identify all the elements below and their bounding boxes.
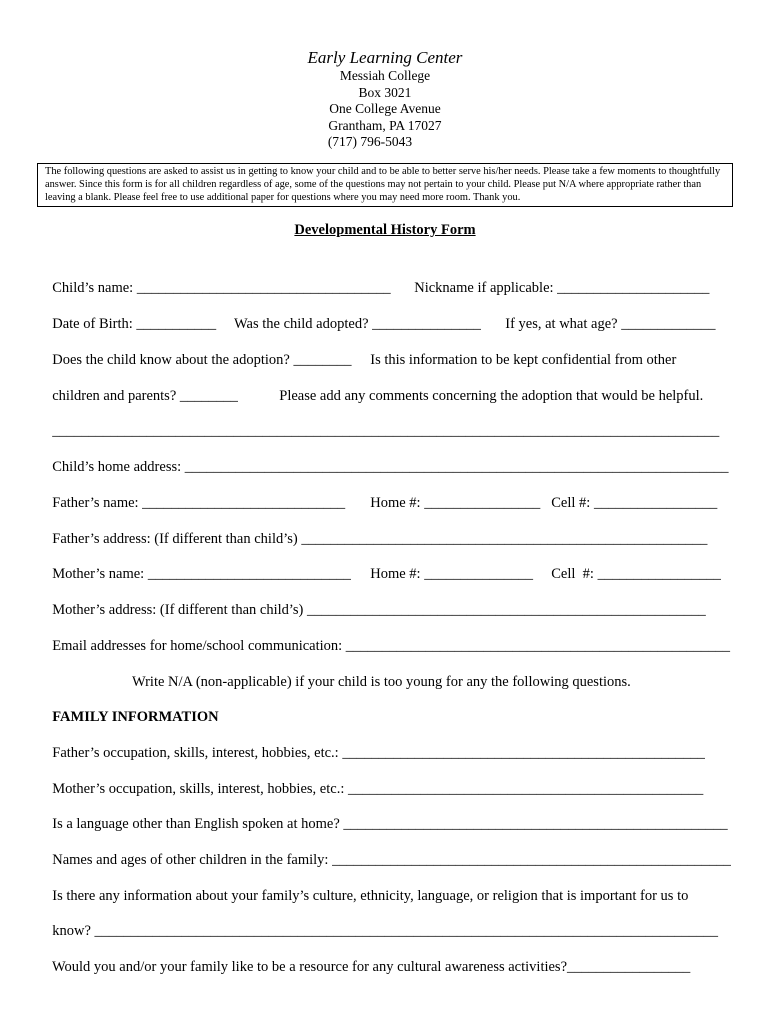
confidential-question xyxy=(363,330,676,370)
dob-row xyxy=(45,294,216,334)
phone-number: (717) 796-5043 xyxy=(327,134,413,149)
fathers-home-phone-row xyxy=(363,473,540,513)
mothers-name-field[interactable]: Mother’s name: ____________________________ xyxy=(52,566,351,582)
home-language-field[interactable]: Is a language other than English spoken at home? _____________________________________________________ xyxy=(52,816,728,832)
email-row xyxy=(45,616,730,656)
culture-question xyxy=(45,866,688,906)
cultural-resource-field[interactable]: Would you and/or your family like to be a resource for any cultural awareness activities?_________________ xyxy=(52,959,691,975)
fathers-name-row xyxy=(45,473,345,513)
date-of-birth-field[interactable]: Date of Birth: ___________ xyxy=(52,316,217,332)
form-title: Developmental History Form xyxy=(294,222,476,238)
mothers-address-row xyxy=(45,580,706,620)
fathers-cell-row xyxy=(544,473,717,513)
address-line-1: Messiah College xyxy=(339,68,431,83)
na-instruction-text: Write N/A (non-applicable) if your child is too young for any the following questions. xyxy=(132,674,631,690)
confidential-label: Is this information to be kept confidential from other xyxy=(370,352,677,368)
mothers-home-phone-row xyxy=(363,544,533,584)
cultural-resource-row xyxy=(45,937,690,977)
nickname-row xyxy=(407,258,709,298)
fathers-occupation-row xyxy=(45,723,705,763)
adoption-comments-line xyxy=(45,401,719,441)
address-line-3: One College Avenue xyxy=(329,101,441,116)
fathers-address-row xyxy=(45,509,707,549)
fathers-home-phone-field[interactable]: Home #: ________________ xyxy=(370,495,541,511)
mothers-cell-field[interactable]: Cell #: _________________ xyxy=(551,566,721,582)
mothers-cell-row xyxy=(544,544,721,584)
home-language-row xyxy=(45,794,728,834)
instructions-notice: The following questions are asked to assist us in getting to know your child and to be able to better serve his/her needs. Please take a few moments to thoughtfully answer. Since this form is for all children regardless of age, some of the questions may not pertain to your child. Please put N/A where appropriate rather than leaving a blank. Please feel free to use additional paper for questions where you may need more room. Thank you. xyxy=(37,163,733,207)
home-address-row xyxy=(45,437,729,477)
adopted-field[interactable]: Was the child adopted? _______________ xyxy=(234,316,481,332)
childs-name-row xyxy=(45,258,391,298)
organization-name: Early Learning Center xyxy=(307,48,463,67)
mothers-address-field[interactable]: Mother’s address: (If different than child’s) _______________________________________________________ xyxy=(52,602,706,618)
mothers-home-phone-field[interactable]: Home #: _______________ xyxy=(370,566,533,582)
adoption-comments-field[interactable]: ____________________________________________________________________________________________ xyxy=(52,423,720,439)
confidential-field[interactable]: children and parents? ________ xyxy=(52,388,238,404)
fathers-cell-field[interactable]: Cell #: _________________ xyxy=(551,495,718,511)
culture-answer-row xyxy=(45,901,718,941)
know-adoption-row xyxy=(45,330,351,370)
adoption-age-field[interactable]: If yes, at what age? _____________ xyxy=(505,316,716,332)
letterhead xyxy=(0,48,770,151)
mothers-occupation-row xyxy=(45,759,703,799)
culture-question-label: Is there any information about your family’s culture, ethnicity, language, or religion that is important for us to xyxy=(52,888,689,904)
section-heading: FAMILY INFORMATION xyxy=(52,709,219,725)
confidential-row xyxy=(45,366,238,406)
adoption-comments-label: Please add any comments concerning the adoption that would be helpful. xyxy=(279,388,704,404)
fathers-name-field[interactable]: Father’s name: ____________________________ xyxy=(52,495,346,511)
know-adoption-field[interactable]: Does the child know about the adoption? ________ xyxy=(52,352,352,368)
other-children-row xyxy=(45,830,731,870)
address-line-2: Box 3021 xyxy=(358,84,412,100)
family-information-heading xyxy=(45,687,219,727)
email-field[interactable]: Email addresses for home/school communication: _____________________________________________________ xyxy=(52,638,731,654)
adoption-age-row xyxy=(498,294,715,334)
na-instruction xyxy=(125,652,631,692)
adoption-comments-prompt xyxy=(272,366,703,406)
mothers-name-row xyxy=(45,544,351,584)
nickname-field[interactable]: Nickname if applicable: _____________________ xyxy=(414,280,710,296)
adopted-row xyxy=(227,294,481,334)
culture-answer-field[interactable]: know? ______________________________________________________________________________________ xyxy=(52,923,719,939)
other-children-field[interactable]: Names and ages of other children in the family: _______________________________________________________ xyxy=(52,852,731,868)
home-address-field[interactable]: Child’s home address: ___________________________________________________________________________ xyxy=(52,459,729,475)
fathers-address-field[interactable]: Father’s address: (If different than child’s) ________________________________________________________ xyxy=(52,531,708,547)
address-line-4: Grantham, PA 17027 xyxy=(328,117,442,133)
mothers-occupation-field[interactable]: Mother’s occupation, skills, interest, hobbies, etc.: _________________________________________________ xyxy=(52,781,704,797)
fathers-occupation-field[interactable]: Father’s occupation, skills, interest, hobbies, etc.: __________________________________________________ xyxy=(52,745,705,761)
childs-name-field[interactable]: Child’s name: ___________________________________ xyxy=(52,280,391,296)
